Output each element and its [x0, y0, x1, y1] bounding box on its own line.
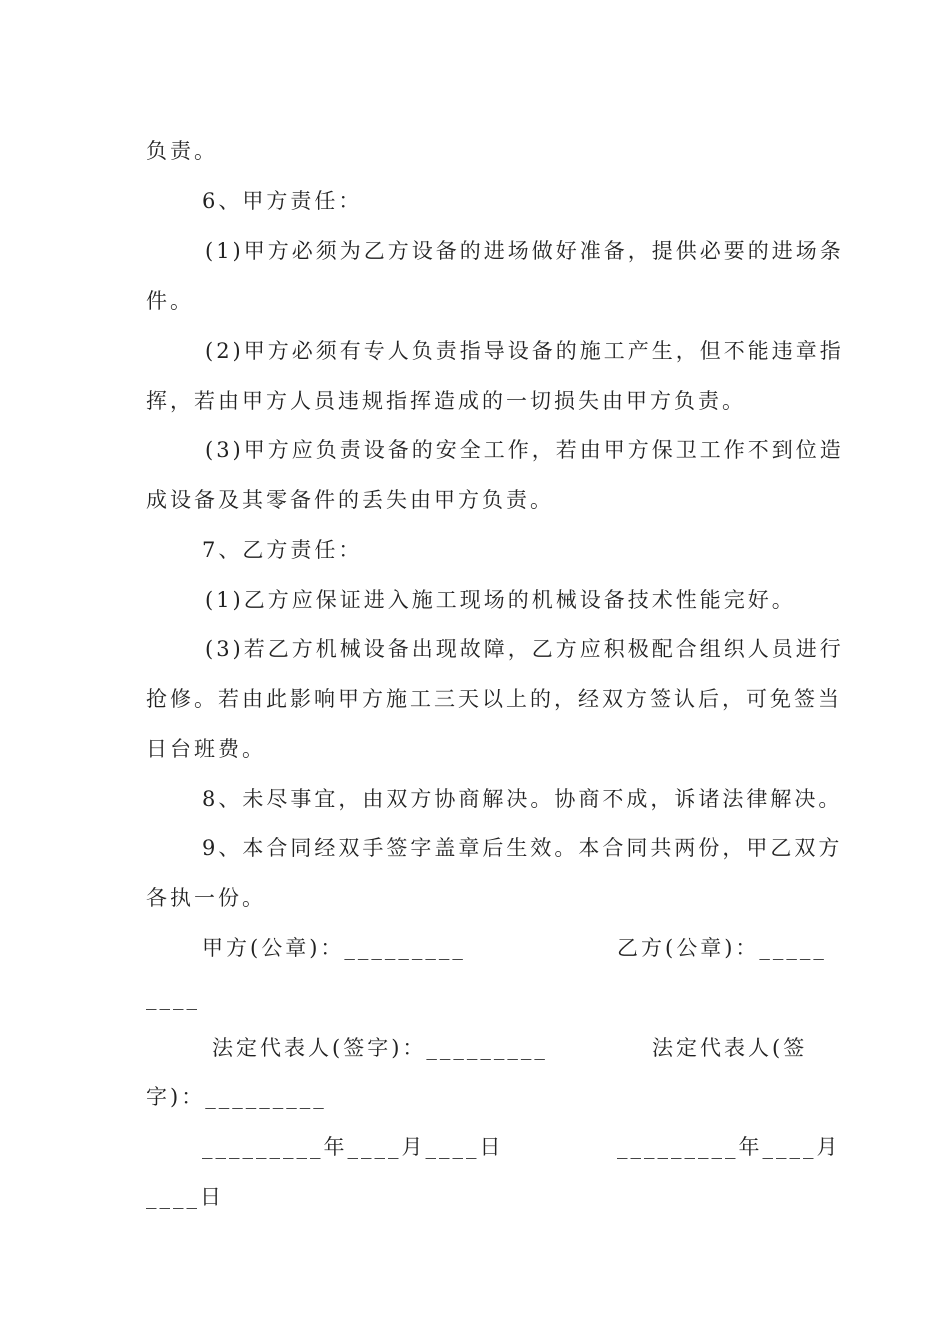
text-line: 负责。 [146, 139, 218, 163]
text-line: 日台班费。 [146, 737, 266, 761]
text-line: (3)若乙方机械设备出现故障，乙方应积极配合组织人员进行 [205, 637, 844, 661]
text-line: 9、本合同经双手签字盖章后生效。本合同共两份，甲乙双方 [202, 836, 843, 860]
party-b-representative-cont: 字)：_________ [146, 1085, 327, 1109]
party-b-representative: 法定代表人(签 [652, 1036, 808, 1060]
text-line: (1)乙方应保证进入施工现场的机械设备技术性能完好。 [205, 588, 796, 612]
text-line: 成设备及其零备件的丢失由甲方负责。 [146, 488, 554, 512]
party-b-seal-cont: ____ [146, 986, 200, 1010]
party-a-date: _________年____月____日 [202, 1135, 504, 1159]
text-line: (3)甲方应负责设备的安全工作，若由甲方保卫工作不到位造 [205, 438, 844, 462]
text-line: 抢修。若由此影响甲方施工三天以上的，经双方签认后，可免签当 [146, 687, 842, 711]
party-a-representative: 法定代表人(签字)：_________ [212, 1036, 548, 1060]
party-b-date-cont: ____日 [146, 1185, 224, 1209]
text-line: 各执一份。 [146, 886, 266, 910]
text-line: (1)甲方必须为乙方设备的进场做好准备，提供必要的进场条 [205, 239, 844, 263]
party-b-date: _________年____月 [617, 1135, 841, 1159]
text-line: 挥，若由甲方人员违规指挥造成的一切损失由甲方负责。 [146, 389, 746, 413]
text-line: (2)甲方必须有专人负责指导设备的施工产生，但不能违章指 [205, 339, 844, 363]
section-heading: 6、甲方责任： [202, 189, 363, 213]
text-line: 8、未尽事宜，由双方协商解决。协商不成，诉诸法律解决。 [202, 787, 843, 811]
section-heading: 7、乙方责任： [202, 538, 363, 562]
party-a-seal: 甲方(公章)：_________ [202, 936, 466, 960]
text-line: 件。 [146, 289, 194, 313]
party-b-seal: 乙方(公章)：_____ [617, 936, 827, 960]
